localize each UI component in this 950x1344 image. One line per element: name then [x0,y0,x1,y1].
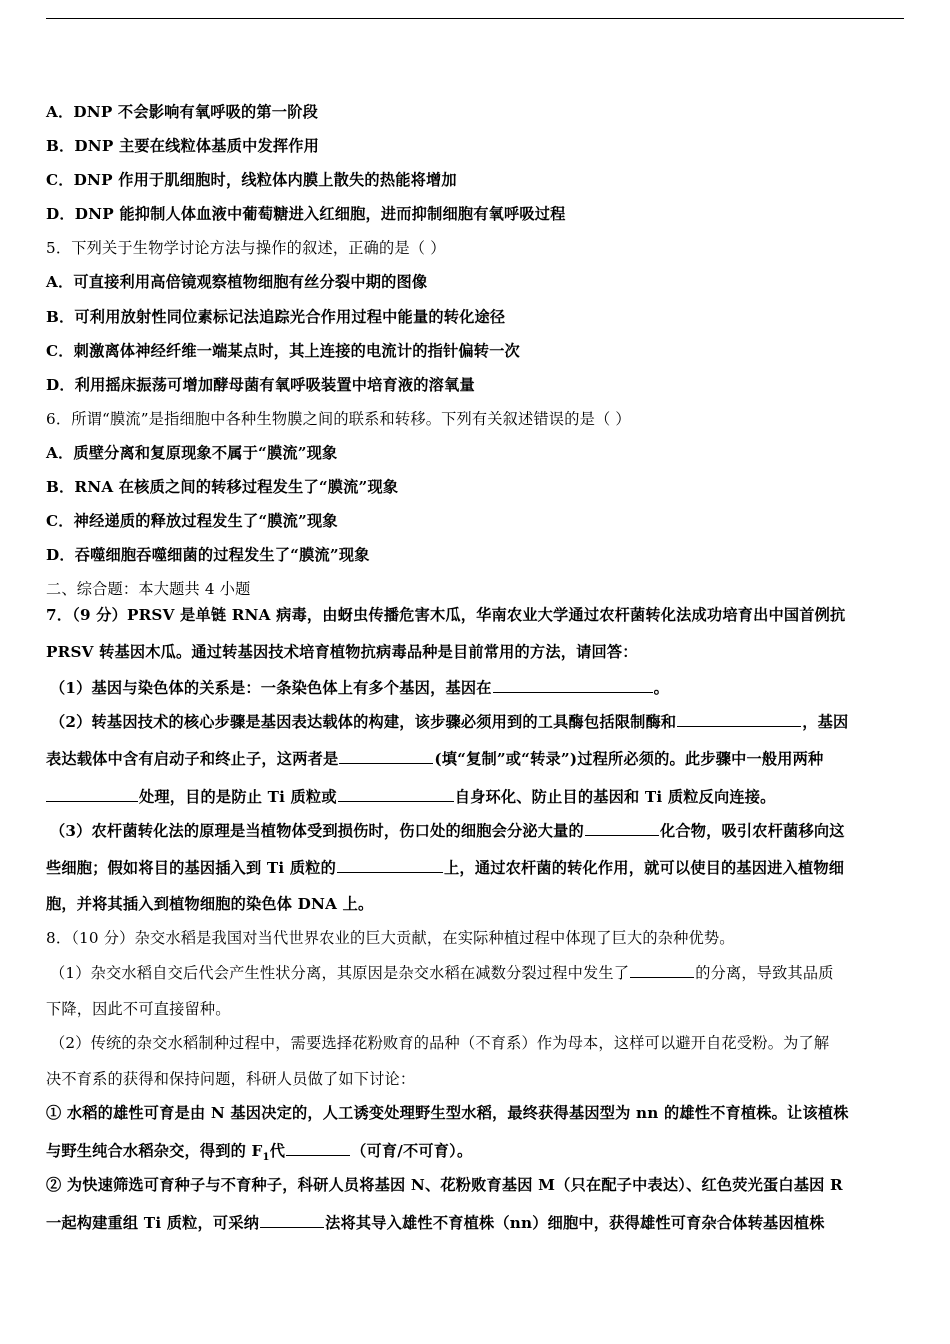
q7-stem-line1: 7．（9 分）PRSV 是单链 RNA 病毒，由蚜虫传播危害木瓜，华南农业大学通过农杆菌转化法成功培育出中国首例抗 [46,606,846,624]
q8-sub2-text: 一起构建重组 Ti 质粒，可采纳 [46,1214,260,1232]
q6-option-c: C．神经递质的释放过程发生了“膜流”现象 [46,512,338,530]
q7-part2-text: ，基因 [802,713,849,731]
answer-blank[interactable] [339,748,433,764]
q7-part2-text: 处理，目的是防止 Ti 质粒或 [139,788,337,806]
q7-part2-line1 [50,711,910,732]
q8-sub2-line2 [46,1212,906,1233]
answer-blank[interactable] [338,786,454,802]
q7-part3-text: 些细胞；假如将目的基因插入到 Ti 质粒的 [46,859,337,877]
q8-sub1-line1: ① 水稻的雄性可育是由 N 基因决定的，人工诱变处理野生型水稻，最终获得基因型为 nn 的雄性不育植株。让该植株 [46,1104,849,1122]
q7-part1-text: （1）基因与染色体的关系是：一条染色体上有多个基因，基因在 [50,679,492,697]
q6-option-b: B．RNA 在核质之间的转移过程发生了“膜流”现象 [46,478,399,496]
q8-sub2-text: 法将其导入雄性不育植株（nn）细胞中，获得雄性可育杂合体转基因植株 [325,1214,825,1232]
q5-option-d: D．利用摇床振荡可增加酵母菌有氧呼吸装置中培育液的溶氧量 [46,376,475,394]
q7-part3-text: 化合物，吸引农杆菌移向这 [659,822,845,840]
q8-part1-line1 [50,962,910,983]
q6-option-a: A．质壁分离和复原现象不属于“膜流”现象 [46,444,338,462]
q8-part2-line1: （2）传统的杂交水稻制种过程中，需要选择花粉败育的品种（不育系）作为母本，这样可以避开自花受粉。为了解 [50,1034,830,1052]
q5-option-b: B．可利用放射性同位素标记法追踪光合作用过程中能量的转化途径 [46,308,506,326]
q8-part1-text: （1）杂交水稻自交后代会产生性状分离，其原因是杂交水稻在减数分裂过程中发生了 [50,964,630,982]
q7-part1 [50,677,910,698]
q8-part1-line2: 下降，因此不可直接留种。 [46,1000,231,1018]
q8-sub1-line2 [46,1140,906,1168]
q5-option-c: C．刺激离体神经纤维一端某点时，其上连接的电流计的指针偏转一次 [46,342,520,360]
answer-blank[interactable] [585,820,659,836]
header-rule [46,18,904,19]
q8-sub2-line1: ② 为快速筛选可育种子与不育种子，科研人员将基因 N、花粉败育基因 M（只在配子中表达）、红色荧光蛋白基因 R [46,1176,843,1194]
q7-part2-text: (填“复制”或“转录”)过程所必须的。此步骤中一般用两种 [434,750,824,768]
q4-option-b: B．DNP 主要在线粒体基质中发挥作用 [46,137,320,155]
q7-part2-text: 表达载体中含有启动子和终止子，这两者是 [46,750,339,768]
q8-stem: 8．（10 分）杂交水稻是我国对当代世界农业的巨大贡献，在实际种植过程中体现了巨大的杂种优势。 [46,929,735,947]
q4-option-d: D．DNP 能抑制人体血液中葡萄糖进入红细胞，进而抑制细胞有氧呼吸过程 [46,205,566,223]
q8-part1-text: 的分离，导致其品质 [695,964,834,982]
q7-part3-text: 上，通过农杆菌的转化作用，就可以使目的基因进入植物细 [444,859,845,877]
answer-blank[interactable] [337,857,443,873]
answer-blank[interactable] [677,711,801,727]
q6-stem: 6．所谓“膜流”是指细胞中各种生物膜之间的联系和转移。下列有关叙述错误的是（ ） [46,410,631,428]
q5-stem: 5．下列关于生物学讨论方法与操作的叙述，正确的是（ ） [46,239,446,257]
q7-part2-text: 自身环化、防止目的基因和 Ti 质粒反向连接。 [454,788,776,806]
answer-blank[interactable] [260,1212,324,1228]
answer-blank[interactable] [493,677,653,693]
q7-stem-line2: PRSV 转基因木瓜。通过转基因技术培育植物抗病毒品种是目前常用的方法，请回答： [46,643,638,661]
answer-blank[interactable] [46,786,138,802]
q7-part2-text: （2）转基因技术的核心步骤是基因表达载体的构建，该步骤必须用到的工具酶包括限制酶和 [50,713,677,731]
q7-part3-text: （3）农杆菌转化法的原理是当植物体受到损伤时，伤口处的细胞会分泌大量的 [50,822,584,840]
q7-part1-end: 。 [653,679,670,697]
section-heading: 二、综合题：本大题共 4 小题 [46,580,251,598]
q7-part3-line3: 胞，并将其插入到植物细胞的染色体 DNA 上。 [46,895,374,913]
subscript: 1 [262,1152,270,1164]
answer-blank[interactable] [630,962,694,978]
q8-sub1-text: （可育/不可育）。 [351,1142,473,1160]
q4-option-a: A．DNP 不会影响有氧呼吸的第一阶段 [46,103,318,121]
q4-option-c: C．DNP 作用于肌细胞时，线粒体内膜上散失的热能将增加 [46,171,457,189]
q7-part3-line1 [50,820,910,841]
q6-option-d: D．吞噬细胞吞噬细菌的过程发生了“膜流”现象 [46,546,370,564]
q7-part3-line2 [46,857,906,878]
q8-part2-line2: 决不育系的获得和保持问题，科研人员做了如下讨论： [46,1070,416,1088]
q7-part2-line2 [46,748,906,769]
answer-blank[interactable] [286,1140,350,1156]
q8-sub1-text: 与野生纯合水稻杂交，得到的 F [46,1142,263,1160]
q5-option-a: A．可直接利用高倍镜观察植物细胞有丝分裂中期的图像 [46,273,428,291]
q7-part2-line3 [46,786,906,807]
q8-sub1-text: 代 [269,1142,286,1160]
